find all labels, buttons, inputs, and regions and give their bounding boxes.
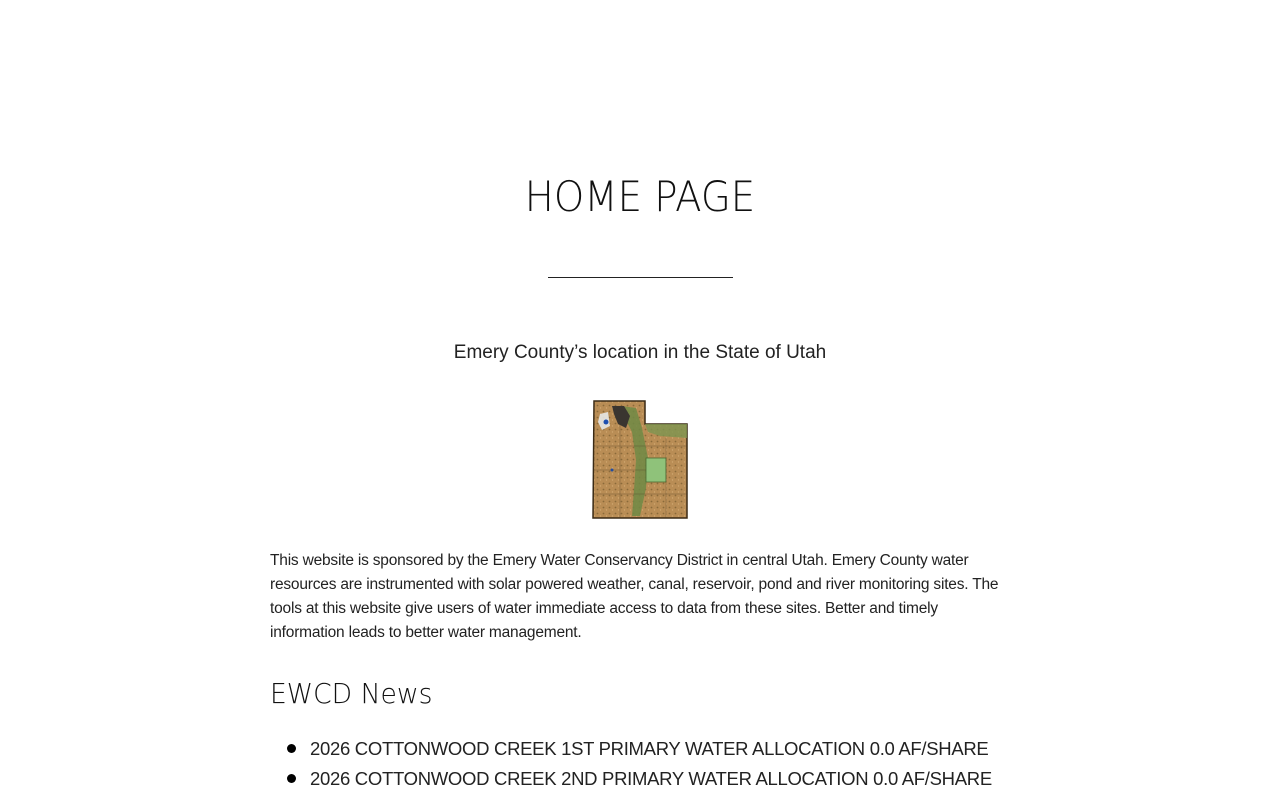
news-list — [270, 734, 1170, 794]
emery-county-highlight — [646, 458, 666, 482]
bullet-icon — [287, 744, 296, 753]
intro-paragraph: This website is sponsored by the Emery Water Conservancy District in central Utah. Emery County water resources are instrumented with solar powered weather, canal, reservoir, pond and river monitoring sites. The tools at this website give users of water immediate access to data from these sites. Better and timely information leads to better water management. — [270, 552, 999, 641]
lake-dot — [604, 420, 609, 425]
news-heading: EWCD News — [270, 677, 433, 710]
page-title: HOME PAGE — [524, 172, 756, 221]
title-divider — [548, 277, 733, 278]
utah-map-image — [590, 398, 690, 522]
news-link[interactable]: 2026 COTTONWOOD CREEK 2ND PRIMARY WATER ALLOCATION 0.0 AF/SHARE — [310, 768, 992, 789]
bullet-icon — [287, 774, 296, 783]
utah-map-svg — [590, 398, 690, 522]
news-link[interactable]: 2026 COTTONWOOD CREEK 1ST PRIMARY WATER ALLOCATION 0.0 AF/SHARE — [310, 738, 989, 759]
news-item — [270, 734, 1170, 764]
news-item — [270, 764, 1170, 794]
map-caption: Emery County’s location in the State of Utah — [453, 342, 827, 363]
